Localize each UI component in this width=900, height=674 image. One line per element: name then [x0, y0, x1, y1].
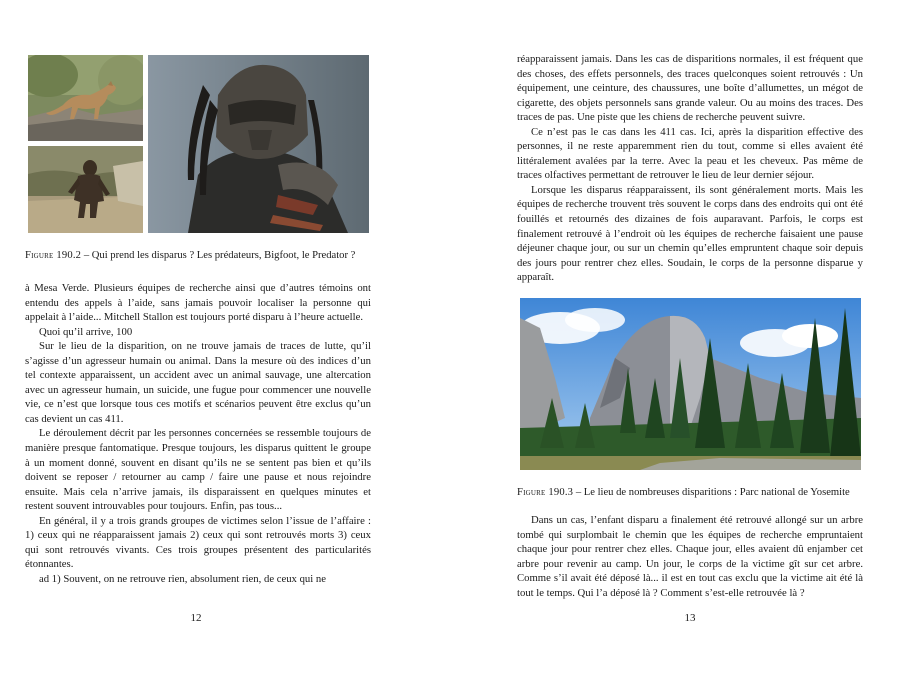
- figure-label: Figure 190.2: [25, 250, 82, 261]
- paragraph: Quoi qu’il arrive, 100: [39, 325, 133, 338]
- cougar-photo: [28, 55, 143, 141]
- paragraph: Dans un cas, l’enfant disparu a finalement été retrouvé allongé sur un arbre tombé qui surplombait le chemin que les équipes de recherche empruntaient chaque jour pour rentrer chez elles. Chaque jour, elles avaient dû enjamber cet arbre pour revenir au camp. Un jour, le corps de la victime gît sur cet arbre. Comme s’il avait été déposé là... il est en tout cas exclu que la victime ait été là tout le temps. Qui l’a déposé là ? Comment s’est-elle retrouvée là ?: [517, 514, 863, 599]
- predator-photo: [148, 55, 369, 233]
- paragraph: à Mesa Verde. Plusieurs équipes de recherche ainsi que d’autres témoins ont entendu des appels à l’aide, sans jamais pouvoir localiser la personne qui appelait à l’aide... Mitchell Stallon est toujours porté disparu à l’heure actuelle.: [25, 282, 371, 324]
- figure-caption-text: – Qui prend les disparus ? Les prédateurs, Bigfoot, le Predator ?: [81, 250, 356, 261]
- paragraph: Le déroulement décrit par les personnes concernées se ressemble toujours de manière presque fantomatique. Presque toujours, les disparus quittent le groupe à un moment donné, souvent en disant qu’ils ne se sentent pas bien et qu’ils doivent se reposer / retourner au camp / faire une pause et nous rejoindre ensuite. Mais cela n’arrive jamais, ils disparaissent en quelques minutes et restent souvent introuvables pour toujours. Enfin, pas tous...: [25, 427, 371, 513]
- page-number: 13: [684, 612, 696, 624]
- figure-caption-text: – Le lieu de nombreuses disparitions : Parc national de Yosemite: [573, 487, 850, 498]
- yosemite-photo: [520, 298, 861, 470]
- figure-caption-190-3: [517, 486, 850, 499]
- paragraph: réapparaissent jamais. Dans les cas de disparitions normales, il est fréquent que des choses, des effets personnels, des traces quelconques soient retrouvés : Un équipement, une ceinture, des chaussures, une boîte d’allumettes, un mégot de cigarette, des objets personnels sans grande valeur. Ou au moins des traces. Des traces de pas. Une piste que les chiens de recherche peuvent suivre.: [517, 53, 863, 124]
- left-body-text: [25, 281, 371, 586]
- paragraph: En général, il y a trois grands groupes de victimes selon l’issue de l’affaire : 1) ceux qui ne réapparaissent jamais 2) ceux qui sont retrouvés morts 3) ceux qui sont retrouvés vivants. Ces trois groupes présentent des particularités étonnantes.: [25, 514, 371, 571]
- right-body-text-top: [517, 52, 863, 285]
- paragraph: Ce n’est pas le cas dans les 411 cas. Ici, après la disparition effective des personnes, il ne reste apparemment rien du tout, comme si elles avaient été littéralement avalées par la terre. Avec la peau et les cheveux. Pas même de traces olfactives permettant de retrouver le lieu de leur dernier séjour.: [517, 125, 863, 182]
- paragraph: ad 1) Souvent, on ne retrouve rien, absolument rien, de ceux qui ne: [39, 572, 326, 585]
- right-page: [450, 0, 900, 674]
- paragraph: Sur le lieu de la disparition, on ne trouve jamais de traces de lutte, qu’il s’agisse d’un agresseur humain ou animal. Dans la mesure où des indices d’un tel contexte apparaissent, un accident avec un animal sauvage, une altercation avec un agresseur humain, un suicide, une fugue pour commencer une nouvelle vie, ce n’est que lorsque tous ces motifs et scénarios peuvent être exclus qu’un cas devient un cas 411.: [25, 340, 371, 425]
- right-body-text-bottom: [517, 513, 863, 600]
- bigfoot-photo: [28, 146, 143, 233]
- figure-caption-190-2: [25, 249, 355, 262]
- paragraph: Lorsque les disparus réapparaissent, ils sont généralement morts. Mais les équipes de recherche trouvent très souvent le corps dans des endroits qui ont été fouillés et retournés des dizaines de fois auparavant. Parfois, le corps est finalement retrouvé à l’endroit où les équipes de recherche faisaient une pause déjeuner chaque jour, ou sur un chemin qu’elles empruntent chaque soir depuis des jours pour rentrer chez elles. Soudain, le corps de la personne disparue y apparaît.: [517, 183, 863, 284]
- figure-label: Figure 190.3: [517, 487, 574, 498]
- page-number: 12: [190, 612, 202, 624]
